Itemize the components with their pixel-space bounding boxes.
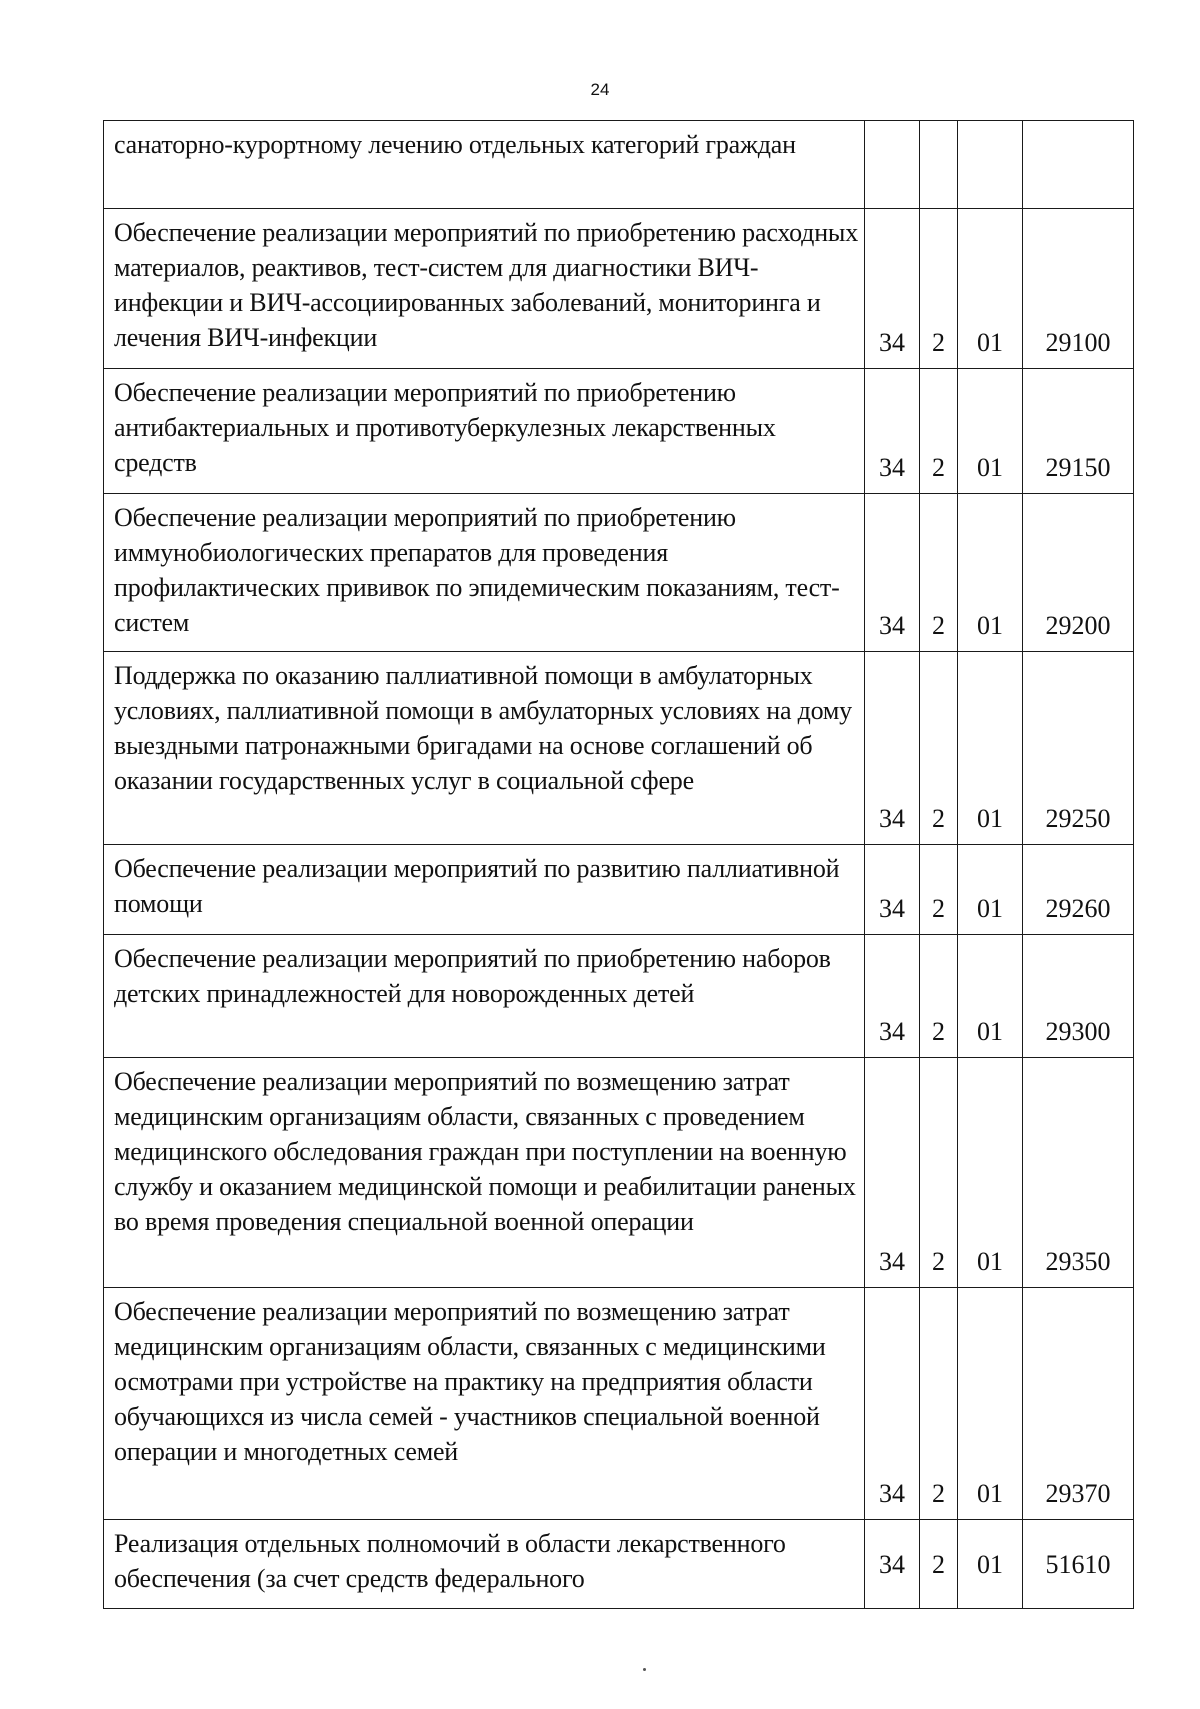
- subprogram-code-cell: 2: [920, 935, 958, 1058]
- row-name-cell: Обеспечение реализации мероприятий по возмещению затрат медицинским организациям области, связанных с проведением медицинского обследования граждан при поступлении на военную службу и оказанием медицинской помощи и реабилитации раненых во время проведения специальной военной операции: [104, 1058, 865, 1288]
- direction-code-cell: 29100: [1023, 209, 1134, 369]
- program-code-cell: 34: [865, 845, 920, 935]
- direction-code-cell: [1023, 121, 1134, 209]
- program-code-cell: 34: [865, 935, 920, 1058]
- budget-classification-table: [103, 120, 1134, 1609]
- direction-code-cell: 29150: [1023, 369, 1134, 494]
- activity-code-cell: 01: [958, 845, 1023, 935]
- activity-code-cell: 01: [958, 369, 1023, 494]
- table-row: [104, 494, 1134, 652]
- page-number: 24: [590, 80, 610, 99]
- activity-code-cell: 01: [958, 1288, 1023, 1520]
- subprogram-code-cell: 2: [920, 845, 958, 935]
- subprogram-code-cell: 2: [920, 1520, 958, 1609]
- table-row: [104, 369, 1134, 494]
- activity-code-cell: 01: [958, 1058, 1023, 1288]
- subprogram-code-cell: 2: [920, 209, 958, 369]
- row-name-cell: Обеспечение реализации мероприятий по приобретению расходных материалов, реактивов, тест-систем для диагностики ВИЧ-инфекции и ВИЧ-ассоциированных заболеваний, мониторинга и лечения ВИЧ-инфекции: [104, 209, 865, 369]
- row-name-cell: Обеспечение реализации мероприятий по приобретению наборов детских принадлежностей для новорожденных детей: [104, 935, 865, 1058]
- program-code-cell: [865, 121, 920, 209]
- row-name-cell: Поддержка по оказанию паллиативной помощи в амбулаторных условиях, паллиативной помощи в амбулаторных условиях на дому выездными патронажными бригадами на основе соглашений об оказании государственных услуг в социальной сфере: [104, 652, 865, 845]
- table-row: [104, 935, 1134, 1058]
- table-row: [104, 209, 1134, 369]
- table-row: [104, 121, 1134, 209]
- activity-code-cell: [958, 121, 1023, 209]
- activity-code-cell: 01: [958, 652, 1023, 845]
- program-code-cell: 34: [865, 1058, 920, 1288]
- program-code-cell: 34: [865, 369, 920, 494]
- direction-code-cell: 29370: [1023, 1288, 1134, 1520]
- activity-code-cell: 01: [958, 209, 1023, 369]
- subprogram-code-cell: [920, 121, 958, 209]
- program-code-cell: 34: [865, 494, 920, 652]
- activity-code-cell: 01: [958, 494, 1023, 652]
- row-name-cell: Реализация отдельных полномочий в области лекарственного обеспечения (за счет средств федерального: [104, 1520, 865, 1609]
- row-name-cell: Обеспечение реализации мероприятий по возмещению затрат медицинским организациям области, связанных с медицинскими осмотрами при устройстве на практику на предприятия области обучающихся из числа семей - участников специальной военной операции и многодетных семей: [104, 1288, 865, 1520]
- program-code-cell: 34: [865, 1288, 920, 1520]
- program-code-cell: 34: [865, 652, 920, 845]
- activity-code-cell: 01: [958, 1520, 1023, 1609]
- direction-code-cell: 29250: [1023, 652, 1134, 845]
- direction-code-cell: 29260: [1023, 845, 1134, 935]
- table-row: [104, 1520, 1134, 1609]
- program-code-cell: 34: [865, 209, 920, 369]
- row-name-cell: Обеспечение реализации мероприятий по развитию паллиативной помощи: [104, 845, 865, 935]
- subprogram-code-cell: 2: [920, 652, 958, 845]
- direction-code-cell: 29350: [1023, 1058, 1134, 1288]
- scan-speck: [643, 1668, 646, 1671]
- direction-code-cell: 29300: [1023, 935, 1134, 1058]
- direction-code-cell: 29200: [1023, 494, 1134, 652]
- subprogram-code-cell: 2: [920, 1288, 958, 1520]
- subprogram-code-cell: 2: [920, 494, 958, 652]
- program-code-cell: 34: [865, 1520, 920, 1609]
- table-row: [104, 1288, 1134, 1520]
- row-name-cell: Обеспечение реализации мероприятий по приобретению иммунобиологических препаратов для проведения профилактических прививок по эпидемическим показаниям, тест-систем: [104, 494, 865, 652]
- activity-code-cell: 01: [958, 935, 1023, 1058]
- row-name-cell: Обеспечение реализации мероприятий по приобретению антибактериальных и противотуберкулезных лекарственных средств: [104, 369, 865, 494]
- subprogram-code-cell: 2: [920, 369, 958, 494]
- direction-code-cell: 51610: [1023, 1520, 1134, 1609]
- table-row: [104, 845, 1134, 935]
- row-name-cell: санаторно-курортному лечению отдельных категорий граждан: [104, 121, 865, 209]
- table-row: [104, 1058, 1134, 1288]
- subprogram-code-cell: 2: [920, 1058, 958, 1288]
- table-row: [104, 652, 1134, 845]
